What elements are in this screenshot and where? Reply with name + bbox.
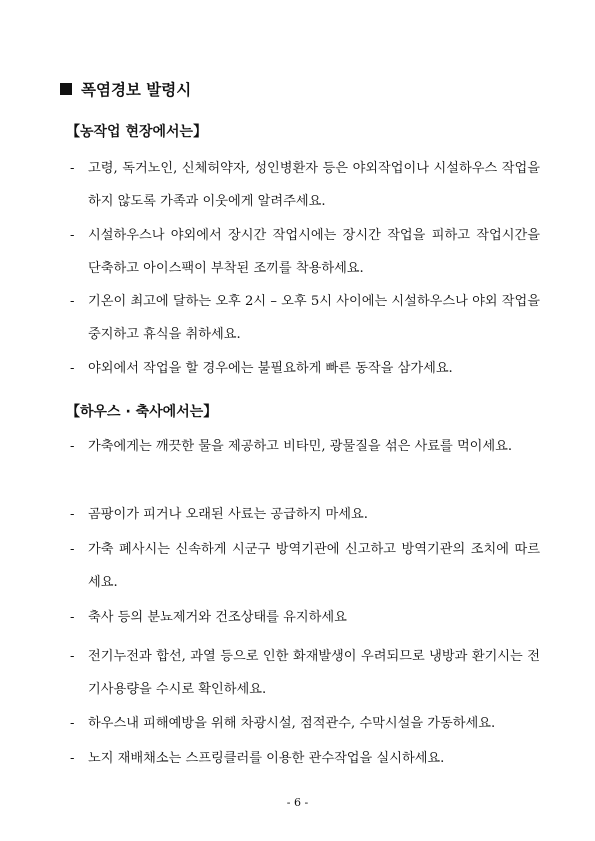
page-number: - 6 - <box>286 796 309 809</box>
list-item <box>70 430 540 463</box>
bullet-dash: - <box>70 439 75 454</box>
subheading-farm-work: 【농작업 현장에서는】 <box>66 124 208 140</box>
list-item-text: 고령, 독거노인, 신체허약자, 성인병환자 등은 야외작업이나 시설하우스 작업을 하지 않도록 가족과 이웃에게 알려주세요. <box>88 161 540 209</box>
list-item-text: 시설하우스나 야외에서 장시간 작업시에는 장시간 작업을 피하고 작업시간을 단축하고 아이스팩이 부착된 조끼를 착용하세요. <box>88 228 540 276</box>
bullet-dash: - <box>70 161 75 176</box>
list-item-text: 가축 폐사시는 신속하게 시군구 방역기관에 신고하고 방역기관의 조치에 따르세요. <box>88 542 540 590</box>
list-item <box>70 742 540 775</box>
bullet-dash: - <box>70 294 75 309</box>
list-item <box>70 285 540 351</box>
list-item-text: 야외에서 작업을 할 경우에는 불필요하게 빠른 동작을 삼가세요. <box>88 361 453 376</box>
list-item-text: 노지 재배채소는 스프링클러를 이용한 관수작업을 실시하세요. <box>88 751 445 766</box>
list-item <box>70 640 540 706</box>
list-item <box>70 219 540 285</box>
square-bullet-icon <box>60 83 72 95</box>
list-item-text: 가축에게는 깨끗한 물을 제공하고 비타민, 광물질을 섞은 사료를 먹이세요. <box>88 439 513 454</box>
section-title <box>60 78 191 100</box>
bullet-dash: - <box>70 228 75 243</box>
list-item <box>70 152 540 218</box>
list-item-text: 곰팡이가 피거나 오래된 사료는 공급하지 마세요. <box>88 507 368 522</box>
list-item-text: 전기누전과 합선, 과열 등으로 인한 화재발생이 우려되므로 냉방과 환기시는 전기사용량을 수시로 확인하세요. <box>88 649 540 697</box>
bullet-dash: - <box>70 751 75 766</box>
bullet-dash: - <box>70 361 75 376</box>
list-item <box>70 533 540 599</box>
list-item <box>70 601 540 634</box>
section-title-text: 폭염경보 발령시 <box>81 81 192 99</box>
list-item <box>70 352 540 385</box>
list-item-text: 하우스내 피해예방을 위해 차광시설, 점적관수, 수막시설을 가동하세요. <box>88 716 496 731</box>
bullet-dash: - <box>70 610 75 625</box>
list-item <box>70 498 540 531</box>
list-item-text: 축사 등의 분뇨제거와 건조상태를 유지하세요 <box>88 610 347 625</box>
bullet-dash: - <box>70 649 75 664</box>
bullet-dash: - <box>70 716 75 731</box>
bullet-dash: - <box>70 507 75 522</box>
list-item <box>70 707 540 740</box>
list-item-text: 기온이 최고에 달하는 오후 2시 – 오후 5시 사이에는 시설하우스나 야외 작업을 중지하고 휴식을 취하세요. <box>88 294 540 342</box>
subheading-house-barn: 【하우스 · 축사에서는】 <box>66 404 218 420</box>
bullet-dash: - <box>70 542 75 557</box>
